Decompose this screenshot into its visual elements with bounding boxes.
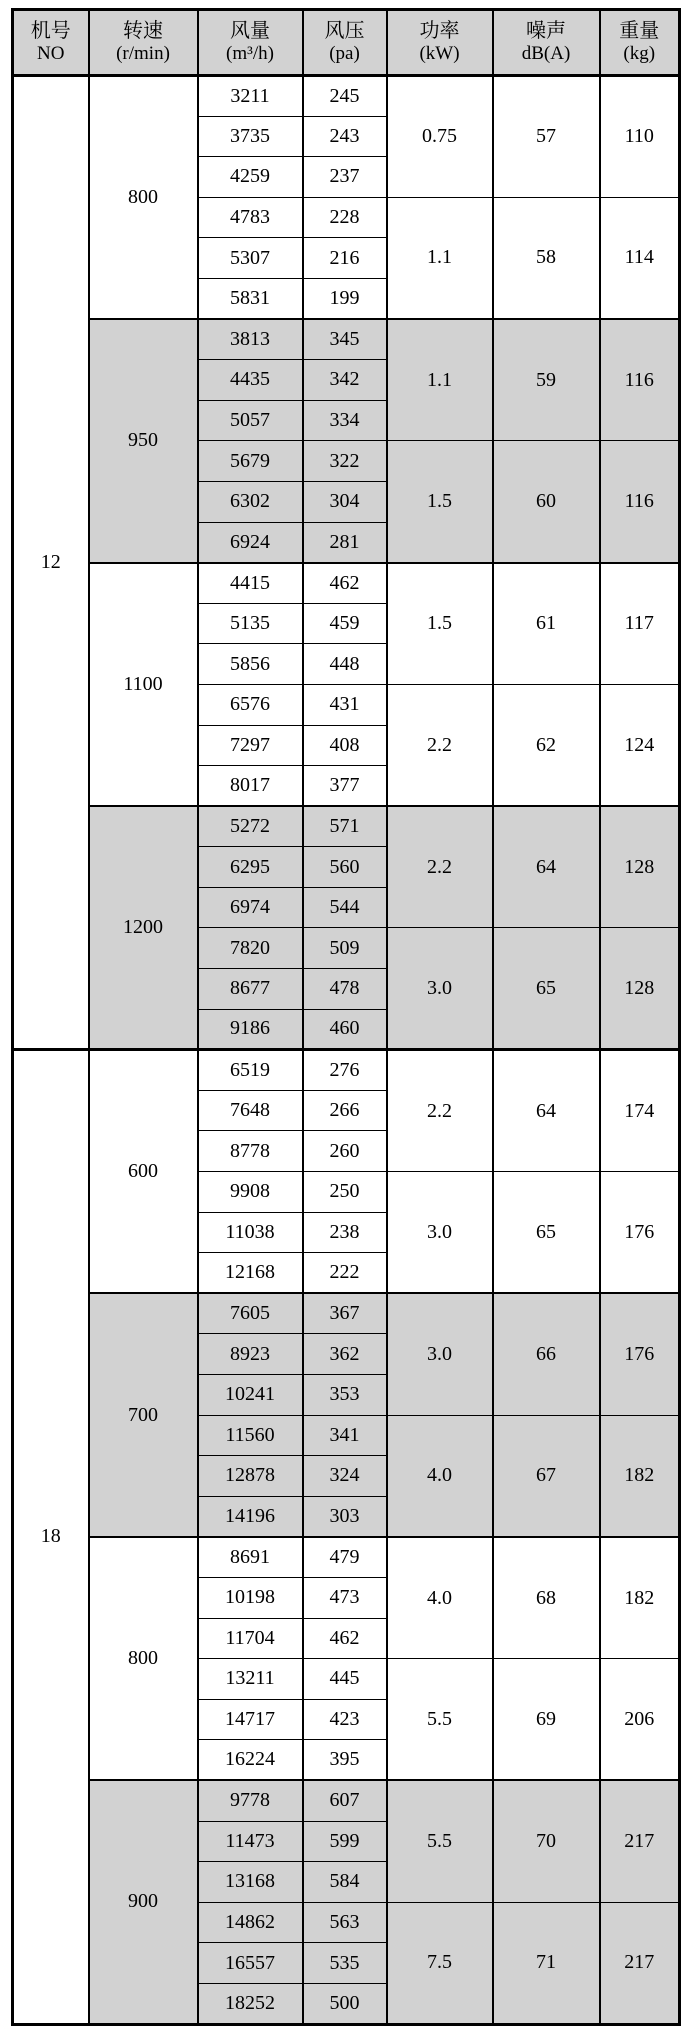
weight-cell: 217	[600, 1780, 680, 1902]
header-pressure-unit: (pa)	[329, 43, 360, 65]
pressure-cell: 535	[303, 1943, 387, 1984]
airflow-cell: 14717	[198, 1699, 303, 1740]
noise-cell: 71	[493, 1902, 600, 2024]
header-speed-title: 转速	[123, 20, 163, 43]
power-cell: 3.0	[387, 1172, 493, 1294]
weight-cell: 110	[600, 76, 680, 198]
pressure-cell: 599	[303, 1821, 387, 1862]
header-power-title: 功率	[419, 20, 460, 43]
table-header	[13, 10, 680, 76]
airflow-cell: 6974	[198, 887, 303, 928]
airflow-cell: 11038	[198, 1212, 303, 1253]
weight-cell: 182	[600, 1537, 680, 1659]
weight-cell: 174	[600, 1050, 680, 1172]
weight-cell: 128	[600, 928, 680, 1050]
pressure-cell: 478	[303, 969, 387, 1010]
pressure-cell: 324	[303, 1456, 387, 1497]
pressure-cell: 260	[303, 1131, 387, 1172]
header-no-unit: NO	[37, 43, 65, 65]
weight-cell: 116	[600, 319, 680, 441]
airflow-cell: 4783	[198, 197, 303, 238]
airflow-cell: 8923	[198, 1334, 303, 1375]
power-cell: 3.0	[387, 1293, 493, 1415]
weight-cell: 116	[600, 441, 680, 563]
airflow-cell: 8691	[198, 1537, 303, 1578]
pressure-cell: 563	[303, 1902, 387, 1943]
speed-cell: 800	[89, 76, 198, 320]
noise-cell: 62	[493, 684, 600, 806]
speed-cell: 950	[89, 319, 198, 563]
airflow-cell: 13168	[198, 1862, 303, 1903]
airflow-cell: 14196	[198, 1496, 303, 1537]
header-weight-title: 重量	[619, 20, 660, 43]
pressure-cell: 237	[303, 157, 387, 198]
pressure-cell: 423	[303, 1699, 387, 1740]
airflow-cell: 8677	[198, 969, 303, 1010]
pressure-cell: 216	[303, 238, 387, 279]
table-row	[13, 76, 680, 117]
pressure-cell: 473	[303, 1577, 387, 1618]
noise-cell: 65	[493, 1172, 600, 1294]
power-cell: 1.5	[387, 441, 493, 563]
airflow-cell: 14862	[198, 1902, 303, 1943]
airflow-cell: 6295	[198, 847, 303, 888]
header-speed	[89, 10, 198, 76]
airflow-cell: 3211	[198, 76, 303, 117]
header-noise-title: 噪声	[526, 20, 566, 43]
airflow-cell: 11473	[198, 1821, 303, 1862]
airflow-cell: 5307	[198, 238, 303, 279]
airflow-cell: 7297	[198, 725, 303, 766]
pressure-cell: 448	[303, 644, 387, 685]
header-noise	[493, 10, 600, 76]
machine-no-cell: 18	[13, 1050, 89, 2024]
weight-cell: 117	[600, 563, 680, 685]
airflow-cell: 3813	[198, 319, 303, 360]
pressure-cell: 243	[303, 116, 387, 157]
airflow-cell: 11704	[198, 1618, 303, 1659]
airflow-cell: 4415	[198, 563, 303, 604]
machine-no-cell: 12	[13, 76, 89, 1050]
table-row	[13, 1780, 680, 1821]
noise-cell: 64	[493, 806, 600, 928]
noise-cell: 57	[493, 76, 600, 198]
airflow-cell: 6302	[198, 481, 303, 522]
airflow-cell: 5831	[198, 278, 303, 319]
airflow-cell: 5272	[198, 806, 303, 847]
airflow-cell: 18252	[198, 1983, 303, 2024]
pressure-cell: 334	[303, 400, 387, 441]
noise-cell: 64	[493, 1050, 600, 1172]
power-cell: 1.1	[387, 197, 493, 319]
speed-cell: 800	[89, 1537, 198, 1781]
header-airflow-title: 风量	[230, 20, 270, 43]
pressure-cell: 362	[303, 1334, 387, 1375]
table-row	[13, 806, 680, 847]
power-cell: 1.1	[387, 319, 493, 441]
noise-cell: 65	[493, 928, 600, 1050]
weight-cell: 128	[600, 806, 680, 928]
airflow-cell: 7648	[198, 1090, 303, 1131]
speed-cell: 1200	[89, 806, 198, 1050]
table-row	[13, 1050, 680, 1091]
weight-cell: 176	[600, 1172, 680, 1294]
pressure-cell: 560	[303, 847, 387, 888]
pressure-cell: 607	[303, 1780, 387, 1821]
fan-spec-table	[11, 8, 681, 2026]
airflow-cell: 9778	[198, 1780, 303, 1821]
pressure-cell: 341	[303, 1415, 387, 1456]
header-power-unit: (kW)	[419, 43, 460, 65]
pressure-cell: 281	[303, 522, 387, 563]
airflow-cell: 10198	[198, 1577, 303, 1618]
airflow-cell: 10241	[198, 1375, 303, 1416]
table-body	[13, 76, 680, 2025]
pressure-cell: 544	[303, 887, 387, 928]
power-cell: 5.5	[387, 1780, 493, 1902]
pressure-cell: 445	[303, 1659, 387, 1700]
airflow-cell: 16557	[198, 1943, 303, 1984]
noise-cell: 58	[493, 197, 600, 319]
pressure-cell: 408	[303, 725, 387, 766]
pressure-cell: 459	[303, 603, 387, 644]
speed-cell: 700	[89, 1293, 198, 1537]
power-cell: 0.75	[387, 76, 493, 198]
noise-cell: 66	[493, 1293, 600, 1415]
pressure-cell: 462	[303, 563, 387, 604]
weight-cell: 182	[600, 1415, 680, 1537]
pressure-cell: 367	[303, 1293, 387, 1334]
table-row	[13, 1293, 680, 1334]
noise-cell: 61	[493, 563, 600, 685]
power-cell: 2.2	[387, 684, 493, 806]
airflow-cell: 9186	[198, 1009, 303, 1050]
speed-cell: 900	[89, 1780, 198, 2024]
header-airflow	[198, 10, 303, 76]
airflow-cell: 6576	[198, 684, 303, 725]
power-cell: 4.0	[387, 1415, 493, 1537]
pressure-cell: 303	[303, 1496, 387, 1537]
pressure-cell: 345	[303, 319, 387, 360]
pressure-cell: 353	[303, 1375, 387, 1416]
table-row	[13, 563, 680, 604]
airflow-cell: 8017	[198, 766, 303, 807]
pressure-cell: 276	[303, 1050, 387, 1091]
airflow-cell: 5135	[198, 603, 303, 644]
header-weight	[600, 10, 680, 76]
weight-cell: 206	[600, 1659, 680, 1781]
airflow-cell: 16224	[198, 1740, 303, 1781]
power-cell: 5.5	[387, 1659, 493, 1781]
header-weight-unit: (kg)	[623, 43, 656, 65]
weight-cell: 114	[600, 197, 680, 319]
table-row	[13, 1537, 680, 1578]
airflow-cell: 8778	[198, 1131, 303, 1172]
airflow-cell: 5679	[198, 441, 303, 482]
pressure-cell: 509	[303, 928, 387, 969]
airflow-cell: 11560	[198, 1415, 303, 1456]
power-cell: 2.2	[387, 806, 493, 928]
pressure-cell: 500	[303, 1983, 387, 2024]
airflow-cell: 12878	[198, 1456, 303, 1497]
airflow-cell: 9908	[198, 1172, 303, 1213]
header-airflow-unit: (m³/h)	[226, 43, 274, 65]
airflow-cell: 5856	[198, 644, 303, 685]
airflow-cell: 5057	[198, 400, 303, 441]
speed-cell: 600	[89, 1050, 198, 1294]
speed-cell: 1100	[89, 563, 198, 807]
pressure-cell: 266	[303, 1090, 387, 1131]
power-cell: 1.5	[387, 563, 493, 685]
pressure-cell: 199	[303, 278, 387, 319]
pressure-cell: 222	[303, 1253, 387, 1294]
header-speed-unit: (r/min)	[116, 43, 170, 65]
power-cell: 7.5	[387, 1902, 493, 2024]
pressure-cell: 395	[303, 1740, 387, 1781]
pressure-cell: 584	[303, 1862, 387, 1903]
header-no	[13, 10, 89, 76]
pressure-cell: 238	[303, 1212, 387, 1253]
header-pressure	[303, 10, 387, 76]
airflow-cell: 7820	[198, 928, 303, 969]
noise-cell: 60	[493, 441, 600, 563]
airflow-cell: 6519	[198, 1050, 303, 1091]
pressure-cell: 460	[303, 1009, 387, 1050]
airflow-cell: 3735	[198, 116, 303, 157]
weight-cell: 217	[600, 1902, 680, 2024]
header-row	[13, 10, 680, 76]
power-cell: 3.0	[387, 928, 493, 1050]
airflow-cell: 6924	[198, 522, 303, 563]
airflow-cell: 4435	[198, 360, 303, 401]
pressure-cell: 304	[303, 481, 387, 522]
header-pressure-title: 风压	[324, 20, 365, 43]
header-noise-unit: dB(A)	[521, 43, 571, 65]
noise-cell: 59	[493, 319, 600, 441]
table-row	[13, 319, 680, 360]
airflow-cell: 4259	[198, 157, 303, 198]
airflow-cell: 12168	[198, 1253, 303, 1294]
power-cell: 2.2	[387, 1050, 493, 1172]
pressure-cell: 342	[303, 360, 387, 401]
pressure-cell: 377	[303, 766, 387, 807]
noise-cell: 67	[493, 1415, 600, 1537]
airflow-cell: 13211	[198, 1659, 303, 1700]
pressure-cell: 322	[303, 441, 387, 482]
weight-cell: 176	[600, 1293, 680, 1415]
pressure-cell: 228	[303, 197, 387, 238]
pressure-cell: 571	[303, 806, 387, 847]
noise-cell: 69	[493, 1659, 600, 1781]
pressure-cell: 479	[303, 1537, 387, 1578]
noise-cell: 70	[493, 1780, 600, 1902]
pressure-cell: 431	[303, 684, 387, 725]
pressure-cell: 462	[303, 1618, 387, 1659]
pressure-cell: 250	[303, 1172, 387, 1213]
header-power	[387, 10, 493, 76]
weight-cell: 124	[600, 684, 680, 806]
power-cell: 4.0	[387, 1537, 493, 1659]
pressure-cell: 245	[303, 76, 387, 117]
airflow-cell: 7605	[198, 1293, 303, 1334]
header-no-title: 机号	[30, 20, 71, 43]
noise-cell: 68	[493, 1537, 600, 1659]
